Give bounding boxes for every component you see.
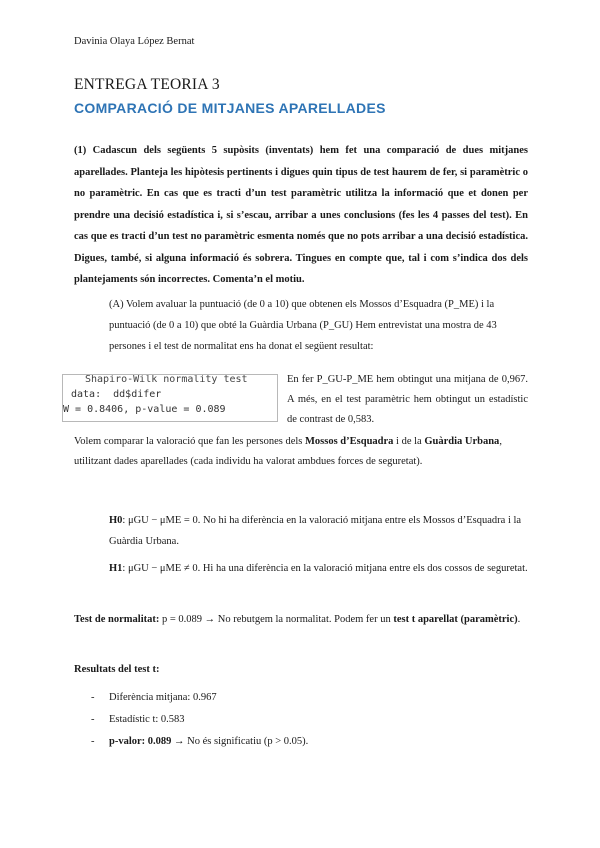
r-output-line: W = 0.8406, p-value = 0.089 bbox=[63, 404, 226, 415]
case-a-results-text: En fer P_GU-P_ME hem obtingut una mitjana de 0,967. A més, en el test paramètric hem obtingut un estadístic de contrast de 0,583. bbox=[287, 374, 528, 425]
document-title: ENTREGA TEORIA 3 bbox=[74, 76, 220, 93]
results-heading: Resultats del test t: bbox=[74, 664, 160, 675]
alternative-hypothesis: H1: μGU − μME ≠ 0. Hi ha una diferència en la valoració mitjana entre els dos cossos de seguretat. bbox=[109, 563, 528, 574]
author-name: Davinia Olaya López Bernat bbox=[74, 36, 195, 47]
list-item: - Diferència mitjana: 0.967 bbox=[91, 692, 217, 703]
guardia-label: Guàrdia Urbana bbox=[424, 436, 500, 447]
list-item: - Estadístic t: 0.583 bbox=[91, 714, 185, 725]
r-output-line: Shapiro-Wilk normality test bbox=[85, 374, 248, 385]
exercise-statement: (1) Cadascun dels següents 5 supòsits (inventats) hem fet una comparació de dues mitjanes aparellades. Planteja les hipòtesis pertinents i digues quin tipus de test haurem de fer, si paramètric o no paramètric. En cas que es tracti d’un test paramètric utilitza la informació que et donen per prendre una decisió estadística i, si s’escau, arribar a unes conclusions (fes les 4 passes del test). En cas que es tracti d’un test no paramètric esmenta només que no pots arribar a una decisió estadística. Digues, també, si alguna informació és sobrera. Tingues en compte que, tal i com s’indica dos dels plantejaments són incorrectes. Comenta’n el motiu. bbox=[74, 145, 528, 285]
results-list bbox=[74, 688, 528, 754]
normality-paragraph: Test de normalitat: p = 0.089 → No rebutgem la normalitat. Podem fer un test t aparellat (paramètric). bbox=[74, 614, 521, 625]
mossos-label: Mossos d’Esquadra bbox=[305, 436, 394, 447]
null-hypothesis: H0: μGU − μME = 0. No hi ha diferència en la valoració mitjana entre els Mossos d’Esquadra i la Guàrdia Urbana. bbox=[109, 515, 522, 547]
r-output-line: data: dd$difer bbox=[71, 389, 162, 400]
comparison-paragraph: Volem comparar la valoració que fan les persones dels Mossos d’Esquadra i de la Guàrdia Urbana, utilitzant dades aparellades (cada individu ha valorat ambdues forces de seguretat). bbox=[74, 436, 502, 467]
case-a-description: (A) Volem avaluar la puntuació (de 0 a 10) que obtenen els Mossos d’Esquadra (P_ME) i la puntuació (de 0 a 10) que obté la Guàrdia Urbana (P_GU) Hem entrevistat una mostra de 43 persones i el test de normalitat ens ha donat el següent resultat: bbox=[109, 299, 497, 352]
r-output-box bbox=[62, 374, 278, 422]
document-subtitle: COMPARACIÓ DE MITJANES APARELLADES bbox=[74, 100, 386, 116]
list-item: - p-valor: 0.089 → No és significatiu (p > 0.05). bbox=[91, 736, 309, 747]
